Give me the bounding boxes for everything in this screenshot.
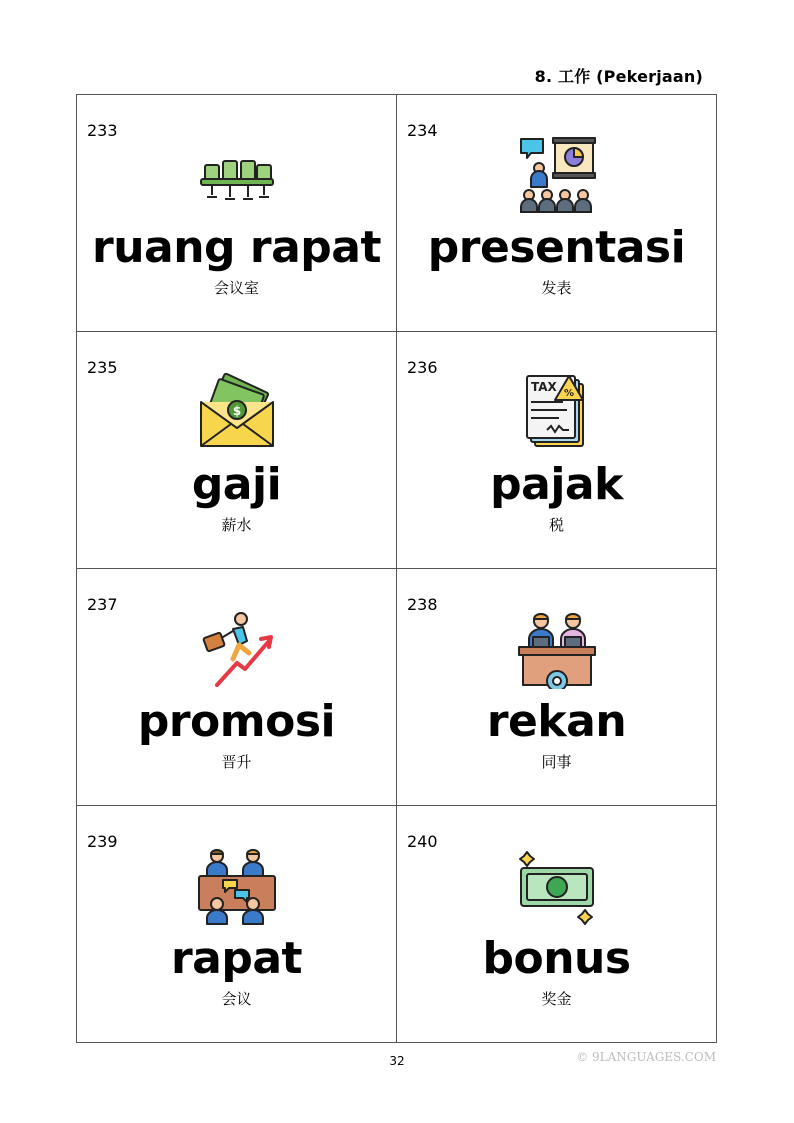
vocab-card [77,95,397,332]
card-number: 237 [87,595,118,614]
salary-envelope-icon [197,372,277,452]
vocab-word: gaji [191,459,282,510]
svg-text:TAX: TAX [530,380,557,394]
meeting-icon [197,846,277,926]
vocab-word: promosi [137,696,336,747]
vocab-translation: 会议 [221,990,252,1008]
card-number: 238 [407,595,438,614]
svg-text:%: % [563,388,574,399]
vocab-translation: 晋升 [221,753,252,771]
svg-text:$: $ [232,404,241,418]
vocab-word: ruang rapat [92,222,381,273]
vocab-translation: 会议室 [213,279,259,297]
card-number: 239 [87,832,118,851]
vocab-card [77,332,397,569]
meeting-room-icon [197,135,277,215]
section-title: 8. 工作 (Pekerjaan) [534,67,703,86]
vocab-card [77,806,397,1043]
vocab-translation: 税 [548,516,564,534]
card-number: 236 [407,358,438,377]
card-number: 234 [407,121,438,140]
vocab-word: rekan [486,696,627,747]
tax-document-icon [517,372,597,452]
vocab-translation: 薪水 [221,516,252,534]
card-number: 235 [87,358,118,377]
colleagues-icon [517,609,597,689]
vocab-word: bonus [482,933,631,984]
vocabulary-grid [76,94,717,1043]
vocab-translation: 同事 [541,753,572,771]
vocab-word: presentasi [427,222,686,273]
vocab-translation: 发表 [541,279,572,297]
vocab-card [397,95,717,332]
vocab-card [397,806,717,1043]
vocab-translation: 奖金 [541,990,572,1008]
vocab-word: pajak [490,459,623,510]
card-number: 233 [87,121,118,140]
vocab-card [397,332,717,569]
presentation-icon [517,135,597,215]
promotion-icon [197,609,277,689]
card-number: 240 [407,832,438,851]
vocab-card [77,569,397,806]
page-number: 32 [389,1054,405,1068]
bonus-money-icon [517,846,597,926]
watermark: © 9LANGUAGES.COM [576,1050,716,1064]
vocab-card [397,569,717,806]
vocab-word: rapat [170,933,303,984]
